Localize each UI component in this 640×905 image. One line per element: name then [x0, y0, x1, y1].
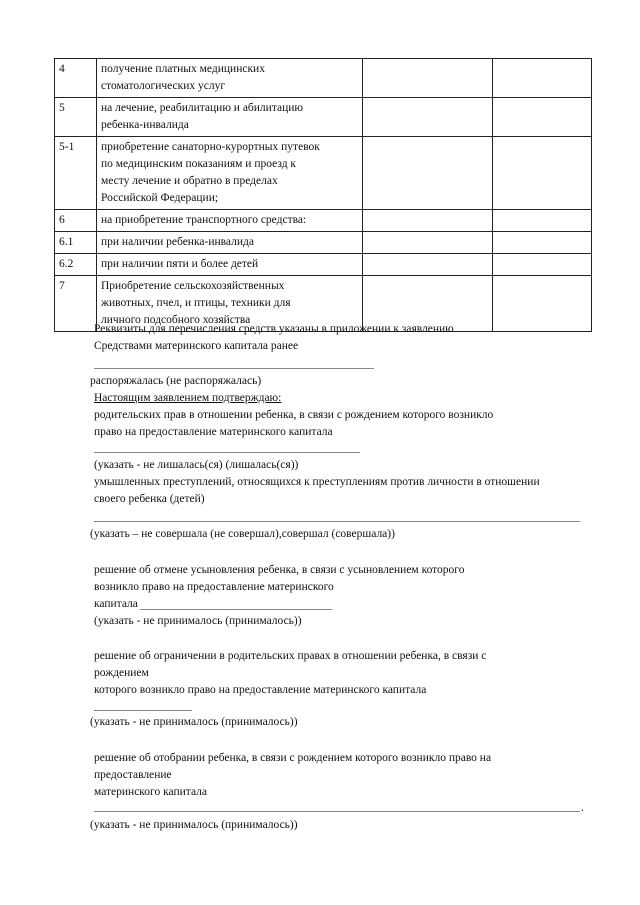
- fill-line-disposed[interactable]: [94, 368, 374, 369]
- removal-line-end: .: [581, 802, 584, 814]
- row-number: 5-1: [55, 137, 97, 210]
- restrict-text-line1: решение об ограничении в родительских правах в отношении ребенка, в связи с: [94, 650, 487, 662]
- row-number: 7: [55, 276, 97, 332]
- parental-text-line2: право на предоставление материнского капитала: [94, 426, 333, 438]
- table-row: [55, 232, 592, 254]
- row-purpose: на приобретение транспортного средства:: [97, 210, 363, 232]
- fill-line-restrict[interactable]: [94, 710, 192, 711]
- table-row: [55, 98, 592, 137]
- deprived-hint: (указать - не лишалась(ся) (лишалась(ся)): [94, 459, 299, 471]
- adoption-text-line3: капитала: [94, 598, 138, 610]
- removal-text-line3: материнского капитала: [94, 786, 207, 798]
- row-number: 6: [55, 210, 97, 232]
- row-blank-cell: [493, 137, 592, 210]
- removal-text-line1: решение об отобрании ребенка, в связи с рождением которого возникло право на: [94, 752, 492, 764]
- table-row: [55, 254, 592, 276]
- row-blank-cell: [363, 59, 493, 98]
- crimes-text-line1: умышленных преступлений, относящихся к преступлениям против личности в отношении: [94, 476, 540, 488]
- row-blank-cell: [493, 232, 592, 254]
- row-purpose: при наличии пяти и более детей: [97, 254, 363, 276]
- row-blank-cell: [493, 59, 592, 98]
- row-blank-cell: [363, 137, 493, 210]
- requisites-note: Реквизиты для перечисления средств указаны в приложении к заявлению: [94, 323, 454, 335]
- row-number: 6.1: [55, 232, 97, 254]
- row-purpose: получение платных медицинских стоматологических услуг: [97, 59, 363, 98]
- row-blank-cell: [363, 98, 493, 137]
- adoption-text-line2: возникло право на предоставление материнского: [94, 581, 334, 593]
- row-blank-cell: [493, 276, 592, 332]
- row-blank-cell: [363, 210, 493, 232]
- row-blank-cell: [493, 210, 592, 232]
- row-purpose: при наличии ребенка-инвалида: [97, 232, 363, 254]
- fill-line-committed[interactable]: [94, 521, 580, 522]
- fill-line-adoption[interactable]: [140, 609, 332, 610]
- row-number: 4: [55, 59, 97, 98]
- row-blank-cell: [363, 232, 493, 254]
- removal-hint: (указать - не принималось (принималось)): [90, 819, 298, 831]
- row-purpose: Приобретение сельскохозяйственных животных, пчел, и птицы, техники для личного подсобного хозяйства: [97, 276, 363, 332]
- adoption-text-line1: решение об отмене усыновления ребенка, в связи с усыновлением которого: [94, 564, 465, 576]
- table-row: [55, 137, 592, 210]
- row-purpose: на лечение, реабилитацию и абилитацию ребенка-инвалида: [97, 98, 363, 137]
- fill-line-removal[interactable]: [94, 811, 580, 812]
- fill-line-deprived[interactable]: [94, 452, 360, 453]
- restrict-text-line2: рождением: [94, 667, 149, 679]
- confirm-heading: Настоящим заявлением подтверждаю:: [94, 392, 282, 404]
- row-purpose: приобретение санаторно-курортных путевок по медицинским показаниям и проезд к месту лечение и обратно в пределах Российской Федерации;: [97, 137, 363, 210]
- restrict-text-line3: которого возникло право на предоставление материнского капитала: [94, 684, 427, 696]
- crimes-text-line2: своего ребенка (детей): [94, 493, 205, 505]
- row-blank-cell: [363, 254, 493, 276]
- row-number: 5: [55, 98, 97, 137]
- row-number: 6.2: [55, 254, 97, 276]
- table-row: [55, 59, 592, 98]
- parental-text-line1: родительских прав в отношении ребенка, в связи с рождением которого возникло: [94, 409, 494, 421]
- committed-hint: (указать – не совершала (не совершал),совершал (совершала)): [90, 528, 395, 540]
- restrict-hint: (указать - не принималось (принималось)): [90, 716, 298, 728]
- disposed-hint: распоряжалась (не распоряжалась): [90, 375, 262, 387]
- row-blank-cell: [493, 254, 592, 276]
- adoption-hint: (указать - не принималось (принималось)): [94, 615, 302, 627]
- removal-text-line2: предоставление: [94, 769, 172, 781]
- purpose-table: [54, 58, 592, 332]
- row-blank-cell: [493, 98, 592, 137]
- table-row: [55, 210, 592, 232]
- capital-before-label: Средствами материнского капитала ранее: [94, 340, 299, 352]
